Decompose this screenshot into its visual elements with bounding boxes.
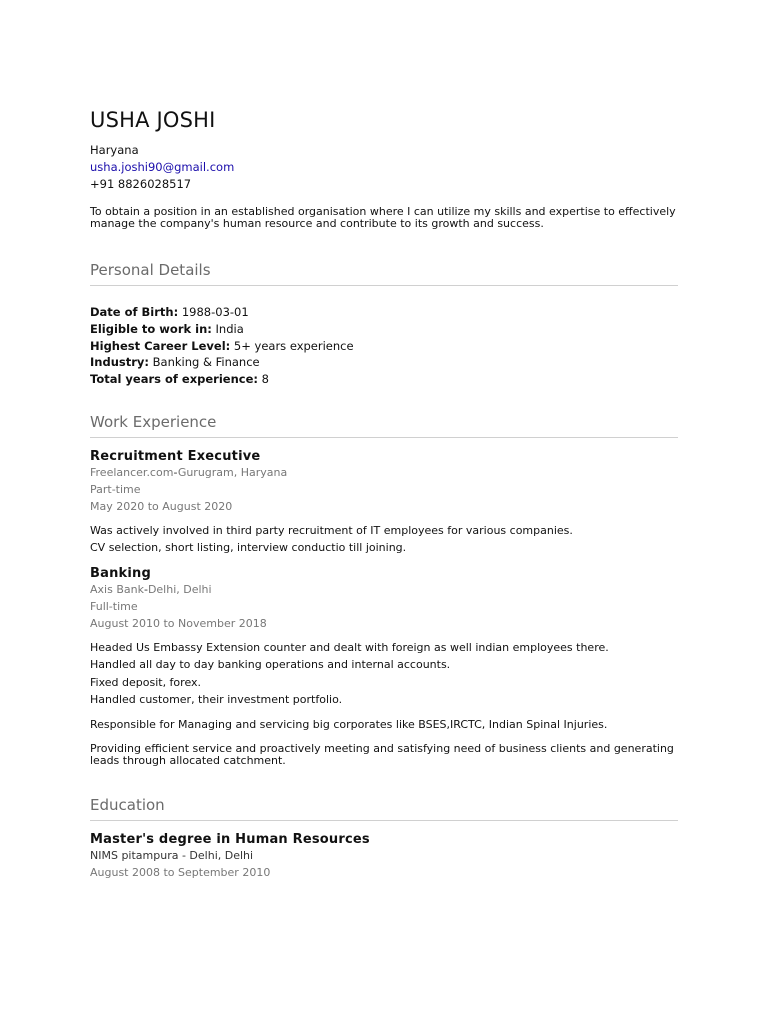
detail-value: India — [215, 321, 244, 336]
description-line: Handled customer, their investment portfolio. — [90, 693, 343, 707]
job-paragraph: Responsible for Managing and servicing big corporates like BSES,IRCTC, Indian Spinal Injuries. — [90, 717, 608, 731]
job-title: Banking — [90, 565, 151, 581]
job-separator: - — [173, 465, 178, 479]
job-location: Gurugram, Haryana — [177, 465, 288, 479]
section-divider — [90, 820, 678, 821]
personal-details-list — [90, 304, 678, 388]
personal-details-section — [90, 261, 678, 388]
job-dates: August 2010 to November 2018 — [90, 616, 267, 630]
detail-eligible — [90, 321, 678, 338]
candidate-name: USHA JOSHI — [90, 108, 216, 132]
detail-label: Date of Birth: — [90, 305, 179, 319]
job-company: Freelancer.com — [90, 465, 174, 479]
job-description — [90, 639, 678, 709]
description-line: CV selection, short listing, interview conductio till joining. — [90, 541, 407, 555]
description-line: Fixed deposit, forex. — [90, 675, 202, 689]
education-section — [90, 796, 678, 881]
education-dates: August 2008 to September 2010 — [90, 865, 271, 879]
detail-value: 8 — [261, 372, 269, 387]
job-description — [90, 522, 678, 557]
job-entry — [90, 566, 678, 767]
education-entry — [90, 832, 678, 881]
job-dates: May 2020 to August 2020 — [90, 499, 233, 513]
email-link[interactable]: usha.joshi90@gmail.com — [90, 160, 235, 174]
detail-label: Highest Career Level: — [90, 338, 231, 353]
detail-label: Total years of experience: — [90, 372, 258, 387]
detail-career-level — [90, 338, 678, 355]
detail-value: 5+ years experience — [233, 338, 354, 353]
location: Haryana — [90, 143, 139, 157]
detail-industry — [90, 354, 678, 371]
detail-label: Industry: — [90, 355, 149, 370]
section-title-work: Work Experience — [90, 412, 217, 431]
job-type: Full-time — [90, 599, 138, 613]
detail-label: Eligible to work in: — [90, 321, 212, 336]
job-company-line — [90, 581, 678, 598]
objective-text: To obtain a position in an established organisation where I can utilize my skills and expertise to effectively manage the company's human resource and contribute to its growth and success. — [90, 205, 676, 230]
job-paragraph: Providing efficient service and proactively meeting and satisfying need of business clients and generating leads through allocated catchment. — [90, 741, 674, 767]
contact-block — [90, 142, 678, 193]
work-experience-section — [90, 413, 678, 767]
description-line: Handled all day to day banking operations and internal accounts. — [90, 658, 451, 672]
detail-dob — [90, 304, 678, 321]
detail-value: Banking & Finance — [152, 355, 260, 370]
description-line: Was actively involved in third party recruitment of IT employees for various companies. — [90, 523, 573, 537]
degree-title: Master's degree in Human Resources — [90, 831, 370, 847]
detail-total-experience — [90, 371, 678, 388]
job-location: Delhi, Delhi — [147, 582, 212, 596]
detail-value: 1988-03-01 — [181, 305, 249, 319]
school-name: NIMS pitampura - Delhi, Delhi — [90, 848, 254, 862]
job-title: Recruitment Executive — [90, 448, 261, 464]
description-line: Headed Us Embassy Extension counter and dealt with foreign as well indian employees there. — [90, 640, 609, 654]
section-divider — [90, 437, 678, 438]
section-divider — [90, 285, 678, 286]
job-company-line — [90, 464, 678, 481]
phone: +91 8826028517 — [90, 177, 192, 191]
job-company: Axis Bank — [90, 582, 144, 596]
job-entry — [90, 449, 678, 557]
job-type: Part-time — [90, 482, 141, 496]
section-title-personal: Personal Details — [90, 261, 211, 279]
section-title-education: Education — [90, 795, 165, 814]
job-separator: - — [143, 582, 148, 596]
